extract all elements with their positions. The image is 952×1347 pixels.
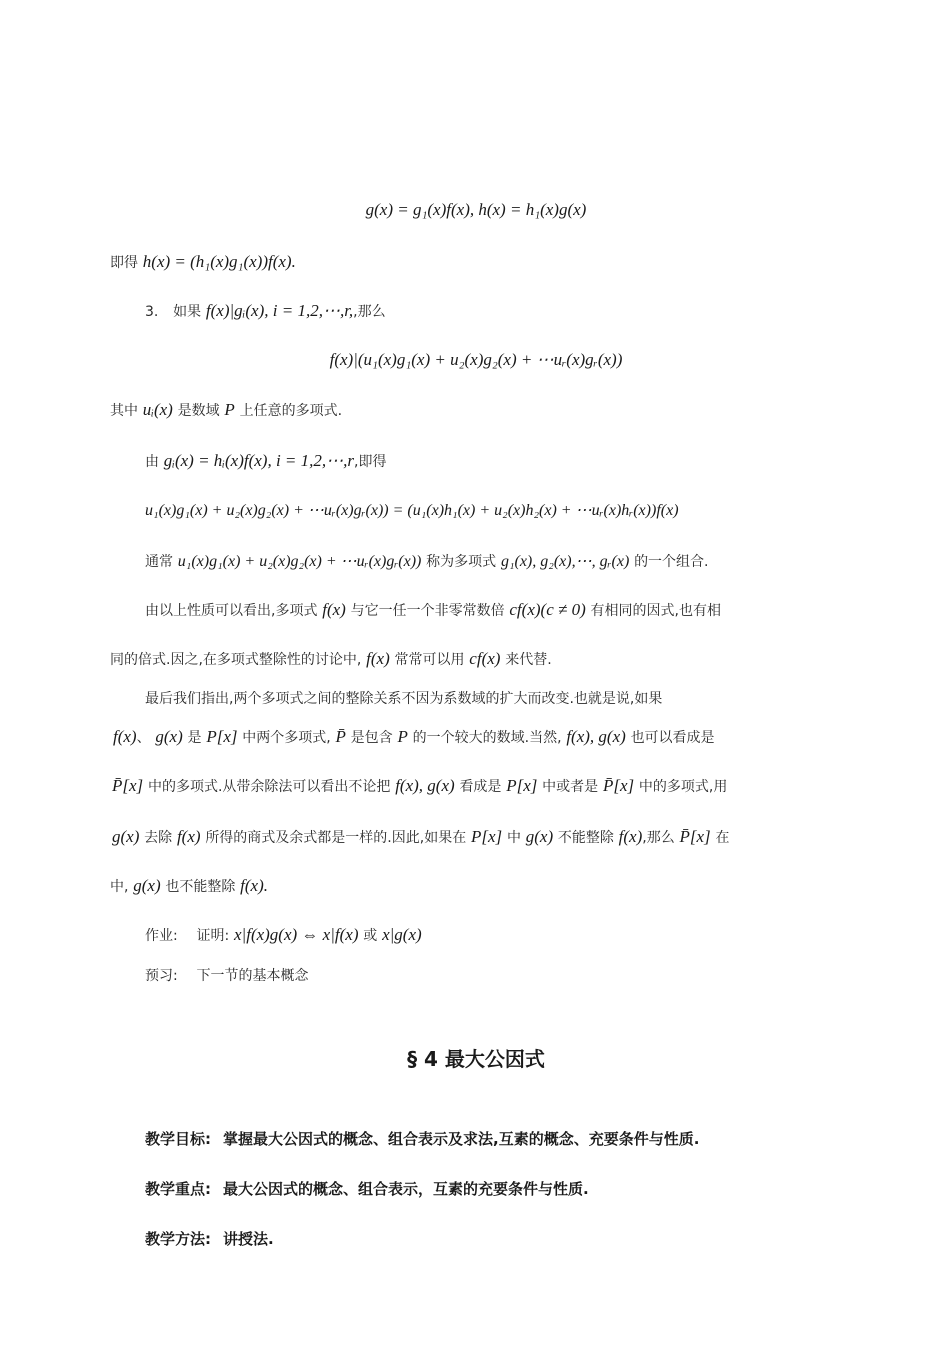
paragraph-10: [112, 826, 729, 849]
text: 是包含: [350, 730, 393, 746]
text: 是数域: [177, 403, 220, 419]
text: 称为多项式: [426, 554, 497, 570]
formula: f(x): [618, 827, 643, 846]
homework-label: 作业:: [145, 928, 178, 944]
formula: P̄[x]: [602, 776, 635, 795]
formula: P: [224, 400, 235, 419]
text: 也不能整除: [165, 879, 236, 895]
equation-3: u₁(x)g₁(x) + u₂(x)g₂(x) + ⋯uᵣ(x)gᵣ(x)) = (u₁(x)h₁(x) + u₂(x)h₂(x) + ⋯uᵣ(x)hᵣ(x))f(x): [145, 502, 679, 519]
formula: P̄[x]: [112, 776, 144, 795]
paragraph-1: [110, 251, 296, 274]
paragraph-6: [110, 648, 552, 671]
text: 由以上性质可以看出,多项式: [145, 603, 318, 619]
text: 下一节的基本概念: [196, 968, 309, 984]
text: ,那么: [353, 304, 386, 320]
teaching-goal: [145, 1128, 699, 1150]
text: 来代替.: [505, 652, 552, 668]
formula: f(x).: [240, 876, 269, 895]
formula: P: [397, 727, 408, 746]
formula: P̄[x]: [679, 827, 711, 846]
formula: f(x), g(x): [566, 727, 626, 746]
text: 中: [506, 830, 521, 846]
text: 上任意的多项式.: [239, 403, 343, 419]
formula: g(x): [155, 727, 183, 746]
formula: g(x): [525, 827, 554, 846]
equation-1: g(x) = g₁(x)f(x), h(x) = h₁(x)g(x): [365, 200, 587, 219]
paragraph-8: [113, 726, 715, 749]
formula: f(x)|gᵢ(x), i = 1,2,⋯,r,: [205, 301, 354, 320]
formula: g₁(x), g₂(x),⋯, gᵣ(x): [500, 553, 630, 570]
text: 不能整除: [557, 830, 614, 846]
text: 中两个多项式,: [242, 730, 331, 746]
formula: P̄: [335, 727, 346, 746]
text: 中的多项式.从带余除法可以看出不论把: [147, 779, 391, 795]
formula: cf(x): [469, 649, 501, 668]
focus-label: 教学重点:: [145, 1180, 211, 1198]
text: 常常可以用: [394, 652, 465, 668]
formula: P[x]: [206, 727, 238, 746]
text: 即得: [110, 255, 138, 271]
teaching-focus: [145, 1178, 589, 1200]
text: 与它一任一个非零常数倍: [350, 603, 505, 619]
preview-label: 预习:: [145, 968, 178, 984]
formula: uᵢ(x): [142, 400, 173, 419]
text: 的一个较大的数域.当然,: [412, 730, 562, 746]
text: 中的多项式,用: [638, 779, 728, 795]
method-label: 教学方法:: [145, 1230, 211, 1248]
formula: g(x): [112, 827, 140, 846]
text: 在: [715, 830, 730, 846]
formula: P[x]: [471, 827, 503, 846]
paragraph-11: [110, 875, 268, 898]
item-3: [145, 300, 386, 323]
method-text: 讲授法.: [223, 1230, 274, 1248]
homework-line: [145, 924, 422, 947]
equation-2: f(x)|(u₁(x)g₁(x) + u₂(x)g₂(x) + ⋯uᵣ(x)gᵣ(x)): [329, 350, 623, 369]
text: 所得的商式及余式都是一样的.因此,如果在: [205, 830, 467, 846]
paragraph-2: [110, 399, 342, 422]
text: 看成是: [459, 779, 502, 795]
item-number: 3.: [145, 304, 159, 320]
goal-text: 掌握最大公因式的概念、组合表示及求法,互素的概念、充要条件与性质.: [223, 1130, 700, 1148]
paragraph-9: [112, 775, 727, 798]
formula: f(x): [176, 827, 201, 846]
text: 有相同的因式,也有相: [590, 603, 721, 619]
text: ,那么: [642, 830, 675, 846]
text: 其中: [110, 403, 138, 419]
goal-label: 教学目标:: [145, 1130, 211, 1148]
text: ,即得: [354, 454, 387, 470]
formula: x|g(x): [382, 925, 422, 944]
text: 由: [145, 454, 159, 470]
text: 的一个组合.: [634, 554, 709, 570]
preview-line: [145, 964, 309, 987]
text: 通常: [145, 554, 173, 570]
text: 中,: [110, 879, 129, 895]
text: 证明:: [196, 928, 230, 944]
text: 或: [363, 928, 378, 944]
formula: f(x), g(x): [395, 776, 455, 795]
formula: u₁(x)g₁(x) + u₂(x)g₂(x) + ⋯uᵣ(x)gᵣ(x)): [177, 553, 422, 570]
paragraph-3: [145, 450, 386, 473]
text: 也可以看成是: [630, 730, 715, 746]
formula: h(x) = (h₁(x)g₁(x))f(x).: [142, 252, 296, 271]
formula: f(x): [322, 600, 346, 619]
paragraph-7: 最后我们指出,两个多项式之间的整除关系不因为系数域的扩大而改变.也就是说,如果: [145, 691, 663, 707]
text: 是: [187, 730, 202, 746]
text: 去除: [144, 830, 173, 846]
formula: gᵢ(x) = hᵢ(x)f(x), i = 1,2,⋯,r: [163, 451, 355, 470]
formula: g(x): [133, 876, 161, 895]
text: 如果: [173, 304, 202, 320]
text: 中或者是: [542, 779, 599, 795]
formula: cf(x)(c ≠ 0): [509, 600, 586, 619]
paragraph-5: [145, 599, 721, 622]
section-title: § 4 最大公因式: [407, 1047, 545, 1071]
formula: x|f(x)g(x) ⇔ x|f(x): [234, 925, 359, 944]
text: 同的倍式.因之,在多项式整除性的讨论中,: [110, 652, 362, 668]
formula: f(x): [113, 727, 137, 746]
teaching-method: [145, 1228, 274, 1250]
formula: P[x]: [506, 776, 538, 795]
focus-text: 最大公因式的概念、组合表示，互素的充要条件与性质.: [223, 1180, 589, 1198]
text: 、: [136, 730, 151, 746]
paragraph-4: [145, 550, 709, 573]
formula: f(x): [366, 649, 390, 668]
